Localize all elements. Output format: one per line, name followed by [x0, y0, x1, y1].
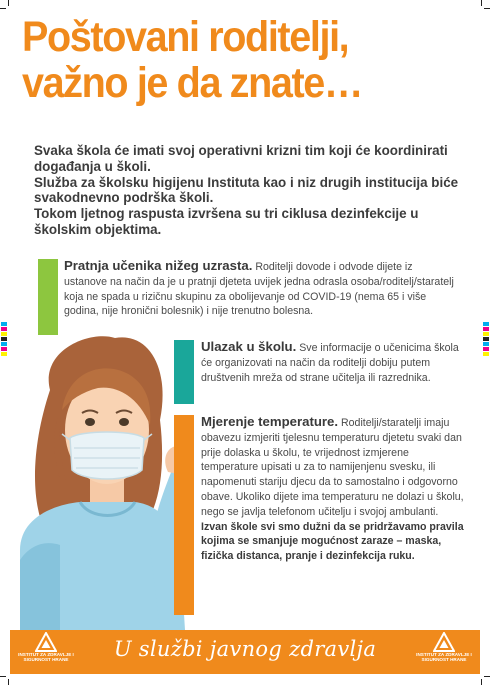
registration-marks-left [1, 322, 7, 357]
poster-title [22, 14, 436, 106]
section-bold-text: Izvan škole svi smo dužni da se pridržavamo pravila kojima se smanjuje mogućnost zaraze – maska, fizička distanca, pranje i dezinfekcija ruku. [201, 520, 464, 563]
green-accent-bar [38, 259, 58, 335]
section-text: Roditelji dovode i odvode dijete iz ustanove na način da je u pratnji djeteta uvijek jedna odrasla osoba/roditelj/staratelj koja ne spada u rizičnu skupinu za obolijevanje od COVID-19 (nema 65 i više godina, nije hronični bolesnik) i nije trenutno bolesna. [64, 261, 454, 318]
logo-text: INSTITUT ZA ZDRAVLJE I SIGURNOST HRANE [416, 652, 472, 663]
section-pratnja [38, 259, 458, 345]
intro-line: Tokom ljetnog raspusta izvršena su tri ciklusa dezinfekcije u školskim objektima. [34, 206, 419, 237]
crop-mark [0, 676, 6, 677]
section-heading: Pratnja učenika nižeg uzrasta. [64, 258, 253, 273]
section-mjerenje [174, 415, 466, 620]
section-ulazak [174, 340, 464, 406]
intro-line: Služba za školsku higijenu Instituta kao i niz drugih institucija biće svakodnevno podrška školi. [34, 174, 459, 206]
teal-accent-bar [174, 340, 194, 404]
intro-line: Svaka škola će imati svoj operativni krizni tim koji će koordinirati događanja u školi. [34, 143, 448, 174]
section-text: Roditelji/staratelji imaju obavezu izmjeriti tjelesnu temperaturu djetetu svaki dan prije dolaska u školu, te vrijednost izmjerene temperature upisati u za to namijenjenu svesku, ili napomenuti stariju djecu da to samostalno i odgovorno obave. Ukoliko dijete ima temperaturu ne dolazi u školu, nego se javlja telefonom učitelju i svojoj ambulanti. [201, 417, 464, 518]
footer-slogan: U službi javnog zdravlja [113, 637, 377, 661]
crop-mark [481, 0, 482, 6]
title-line-2: važno je da znate… [22, 59, 363, 107]
section-heading: Ulazak u školu. [201, 339, 297, 354]
orange-accent-bar [174, 415, 194, 615]
crop-mark [8, 0, 9, 6]
section-text: Sve informacije o učenicima škola će organizovati na način da roditelji dobiju putem društvenih mreža od strane učitelja ili razrednika. [201, 342, 459, 384]
crop-mark [8, 679, 9, 685]
crop-mark [0, 8, 6, 9]
crop-mark [484, 676, 490, 677]
crop-mark [481, 679, 482, 685]
section-heading: Mjerenje temperature. [201, 414, 339, 429]
crop-mark [484, 8, 490, 9]
title-line-1: Poštovani roditelji, [22, 13, 349, 61]
logo-text: INSTITUT ZA ZDRAVLJE I SIGURNOST HRANE [18, 652, 74, 663]
footer-band [10, 630, 480, 674]
intro-text [34, 143, 464, 238]
registration-marks-right [483, 322, 489, 357]
triangle-logo-icon [433, 632, 455, 652]
institute-logo-right [416, 632, 472, 662]
